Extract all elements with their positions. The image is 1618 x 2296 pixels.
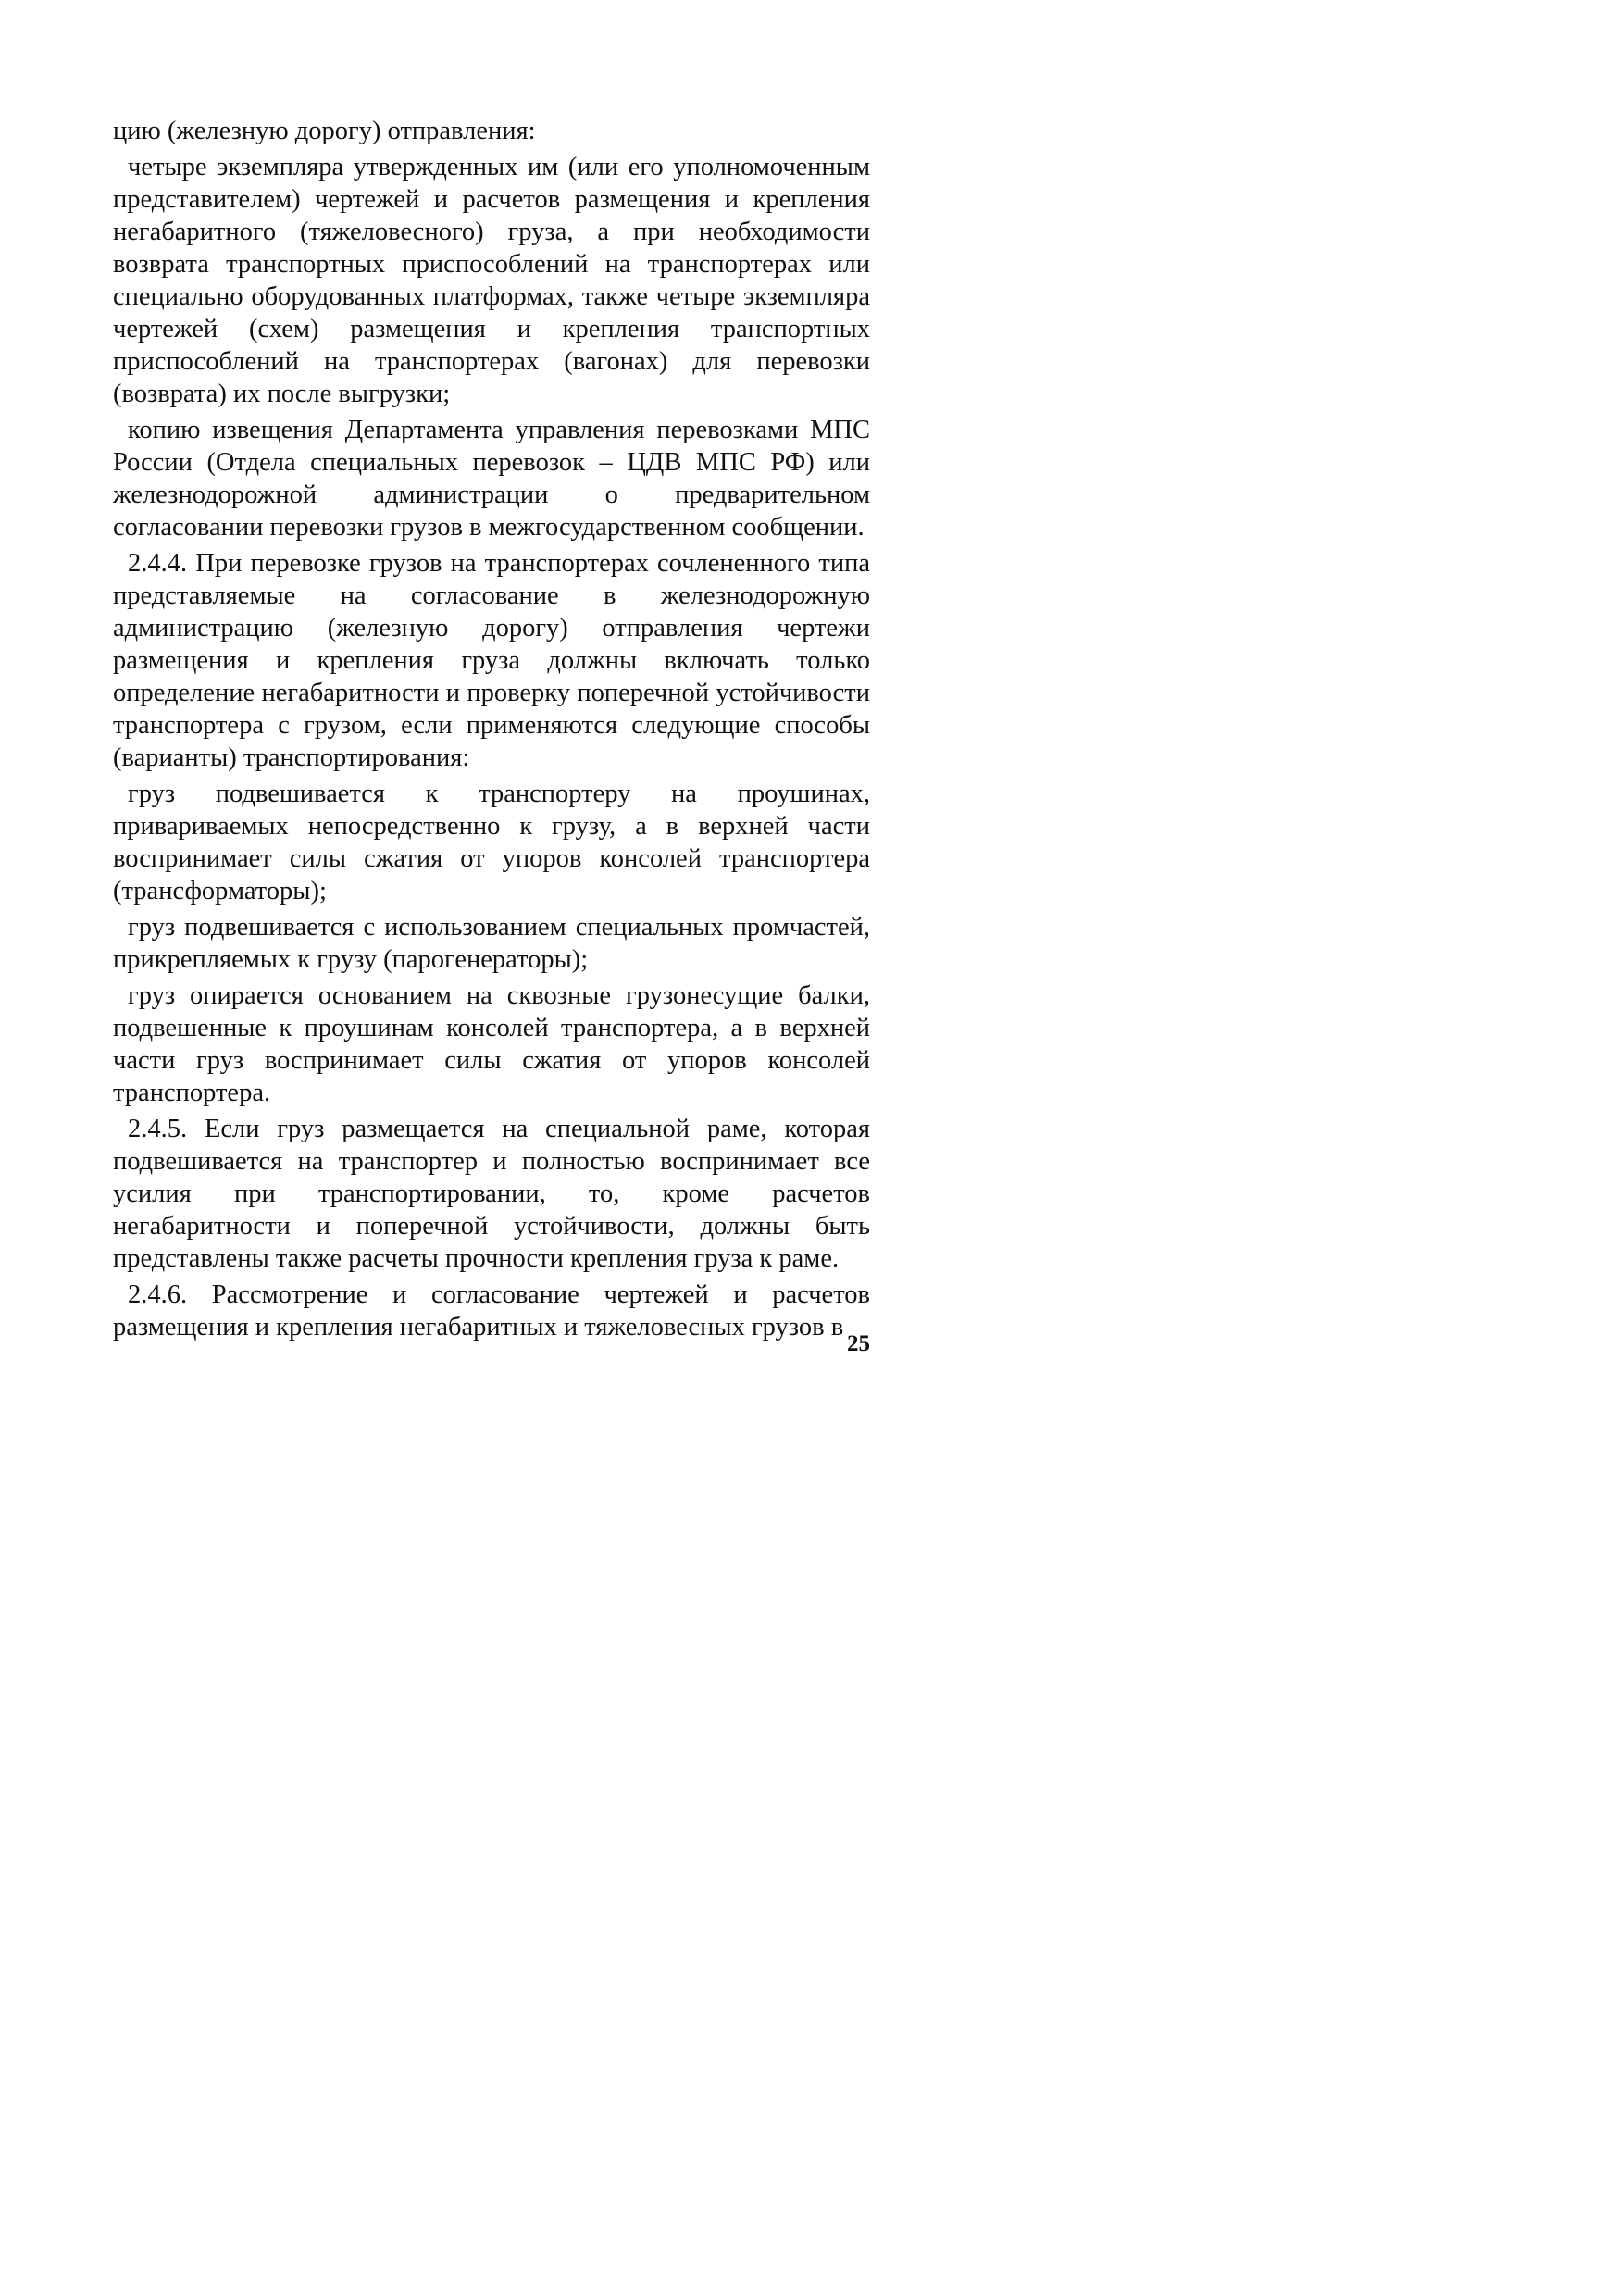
paragraph-clause-2-4-6: 2.4.6. Рассмотрение и согласование чертежей и расчетов размещения и крепления негабаритных и тяжеловесных грузов в [113, 1280, 870, 1341]
paragraph-clause-2-4-4: 2.4.4. При перевозке грузов на транспортерах сочлененного типа представляемые на согласование в железнодорожную администрацию (железную дорогу) отправления чертежи размещения и крепления груза должны включать только определение негабаритности и проверку поперечной устойчивости транспортера с грузом, если применяются следующие способы (варианты) транспортирования: [113, 549, 870, 772]
paragraph-drawings-copies: четыре экземпляра утвержденных им (или его уполномоченным представителем) чертежей и расчетов размещения и крепления негабаритного (тяжеловесного) груза, а при необходимости возврата транспортных приспособлений на транспортерах или специально оборудованных платформах, также четыре экземпляра чертежей (схем) размещения и крепления транспортных приспособлений на транспортерах (вагонах) для перевозки (возврата) их после выгрузки; [113, 153, 870, 408]
page-number: 25 [847, 1331, 870, 1356]
paragraph-method-lugs: груз подвешивается к транспортеру на проушинах, привариваемых непосредственно к грузу, а в верхней части воспринимает силы сжатия от упоров консолей транспортера (трансформаторы); [113, 780, 870, 905]
paragraph-notice-copy: копию извещения Департамента управления перевозками МПС России (Отдела специальных перевозок – ЦДВ МПС РФ) или железнодорожной администрации о предварительном согласовании перевозки грузов в межгосударственном сообщении. [113, 416, 870, 542]
paragraph-continuation: цию (железную дорогу) отправления: [113, 117, 536, 145]
paragraph-method-special-parts: груз подвешивается с использованием специальных промчастей, прикрепляемых к грузу (парогенераторы); [113, 913, 870, 974]
paragraph-clause-2-4-5: 2.4.5. Если груз размещается на специальной раме, которая подвешивается на транспортер и полностью воспринимает все усилия при транспортировании, то, кроме расчетов негабаритности и поперечной устойчивости, должны быть представлены также расчеты прочности крепления груза к раме. [113, 1115, 870, 1273]
document-page [113, 115, 870, 1343]
paragraph-method-beams: груз опирается основанием на сквозные грузонесущие балки, подвешенные к проушинам консолей транспортера, а в верхней части груз воспринимает силы сжатия от упоров консолей транспортера. [113, 981, 870, 1107]
